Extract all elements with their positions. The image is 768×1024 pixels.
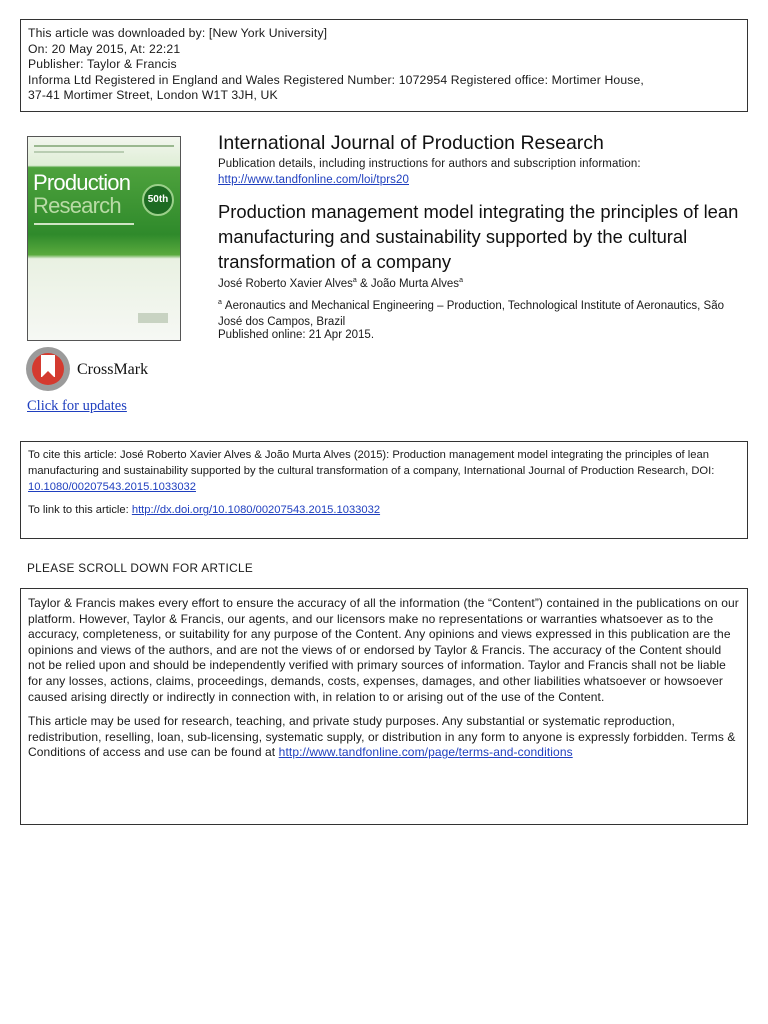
cover-header-rule-2: [34, 151, 124, 153]
download-date-line: On: 20 May 2015, At: 22:21: [28, 41, 181, 56]
journal-cover-image: [27, 136, 181, 341]
publication-details: Publication details, including instructions for authors and subscription information:: [218, 158, 641, 170]
crossmark-bookmark-notch: [41, 371, 55, 378]
link-label: To link to this article:: [28, 504, 132, 517]
cover-anniversary-badge: 50th: [142, 184, 174, 216]
cover-header-rule: [34, 145, 174, 147]
cover-publisher-logo: [138, 313, 168, 323]
affiliation: [218, 295, 738, 330]
journal-title: International Journal of Production Research: [218, 132, 604, 154]
citation-box: [20, 441, 748, 539]
click-for-updates-link[interactable]: Click for updates: [27, 398, 127, 414]
affil-mark: a: [459, 277, 463, 284]
citation-text: [28, 448, 740, 495]
crossmark-label: CrossMark: [77, 361, 149, 378]
terms-and-conditions-link[interactable]: http://www.tandfonline.com/page/terms-and-conditions: [278, 745, 573, 760]
scroll-notice: PLEASE SCROLL DOWN FOR ARTICLE: [27, 561, 253, 575]
usage-terms-text: This article may be used for research, teaching, and private study purposes. Any substantial or systematic reproduction, redistribution, reselling, loan, sub-licensing, systematic supply, or distribution in any form to anyone is expressly forbidden. Terms & Conditions of access and use can be found at: [28, 714, 736, 760]
author-1: José Roberto Xavier Alves: [218, 278, 353, 290]
affil-mark: a: [352, 277, 357, 284]
author-separator: &: [356, 278, 371, 290]
disclaimer-box: [20, 588, 748, 825]
download-line: This article was downloaded by: [New York University]: [28, 26, 328, 40]
journal-url-link[interactable]: http://www.tandfonline.com/loi/tprs20: [218, 174, 409, 186]
affil-mark: a: [218, 299, 222, 306]
doi-link[interactable]: 10.1080/00207543.2015.1033032: [28, 480, 196, 493]
authors: [218, 277, 463, 290]
download-notice-box: [20, 19, 748, 112]
cover-title-production: Production: [33, 170, 131, 195]
cover-subtitle-rule: [34, 223, 134, 225]
address-line: 37-41 Mortimer Street, London W1T 3JH, UK: [28, 88, 278, 103]
disclaimer-paragraph-1: Taylor & Francis makes every effort to ensure the accuracy of all the information (the “Content”) contained in the publications on our platform. However, Taylor & Francis, our agents, and our licensors make no representations or warranties whatsoever as to the accuracy, completeness, or suitability for any purpose of the Content. Any opinions and views expressed in this publication are the opinions and views of the authors, and are not the views of or endorsed by Taylor & Francis. The accuracy of the Content should not be relied upon and should be independently verified with primary sources of information. Taylor and Francis shall not be liable for any losses, actions, claims, proceedings, demands, costs, expenses, damages, and other liabilities whatsoever or howsoever caused arising directly or indirectly in connection with, in relation to or arising out of the use of the Content.: [28, 596, 739, 704]
published-date: Published online: 21 Apr 2015.: [218, 329, 375, 341]
article-link-line: [28, 503, 740, 519]
cover-title-research: Research: [33, 193, 121, 218]
affiliation-text: Aeronautics and Mechanical Engineering – Production, Technological Institute of Aeronautics, São José dos Campos, Brazil: [218, 300, 724, 328]
registration-line: Informa Ltd Registered in England and Wales Registered Number: 1072954 Registered office: Mortimer House,: [28, 72, 644, 87]
article-doi-url-link[interactable]: http://dx.doi.org/10.1080/00207543.2015.1033032: [131, 504, 381, 517]
citation-body: To cite this article: José Roberto Xavier Alves & João Murta Alves (2015): Production management model integrating the principles of lean manufacturing and sustainability supported by the cultural transformation of a company, International Journal of Production Research, DOI:: [28, 449, 715, 477]
author-2: João Murta Alves: [370, 278, 460, 290]
article-title: Production management model integrating the principles of lean manufacturing and sustainability supported by the cultural transformation of a company: [218, 201, 739, 272]
disclaimer-paragraph-2: [28, 714, 740, 761]
publisher-line: Publisher: Taylor & Francis: [28, 57, 177, 72]
